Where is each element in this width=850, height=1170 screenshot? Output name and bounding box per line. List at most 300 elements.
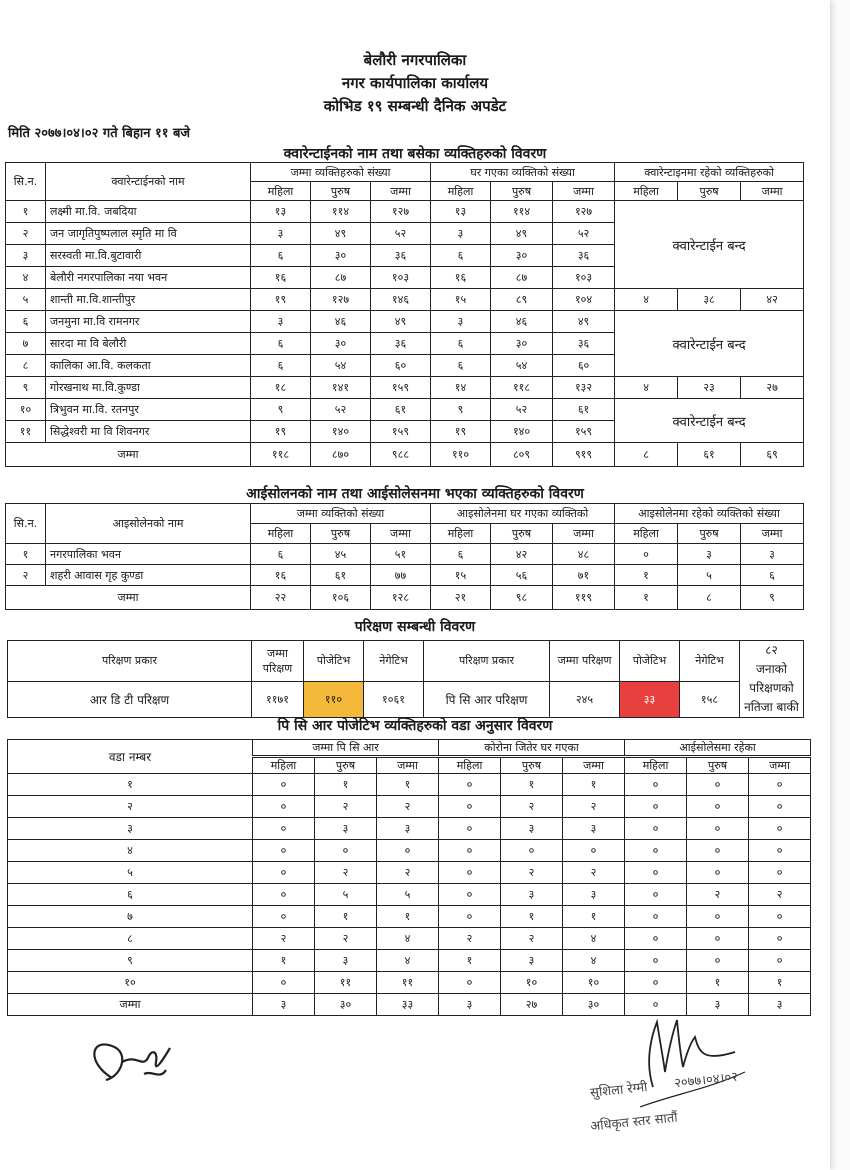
col-test-type: परिक्षण प्रकार [8,641,252,682]
cell: २ [501,928,563,950]
report-date: मिति २०७७।०४।०२ गते बिहान ११ बजे [8,126,191,141]
officer-post: अधिकृत स्तर सातौं [589,1110,679,1135]
cell: ३ [741,544,804,565]
cell: ४८ [553,544,615,565]
row-sn: १ [6,544,46,565]
table-row [8,840,811,862]
cell: ३० [311,245,371,267]
col-positive: पोजेटिभ [304,641,364,682]
row-sn: ९ [6,377,46,399]
ward-table [7,739,811,1016]
cell: २७ [501,994,563,1016]
cell: २ [501,862,563,884]
sub-female: महिला [439,757,501,774]
cell: ७७ [371,565,431,586]
sub-female: महिला [431,182,491,201]
pending-count: ८२ [765,643,778,657]
table-row [8,906,811,928]
cell: ९८८ [371,443,431,467]
cell: ३ [315,950,377,972]
cell: ० [749,906,811,928]
cell: १५९ [553,421,615,443]
cell: ८९ [491,289,553,311]
cell: ३० [315,994,377,1016]
col-quarantine-name: क्वारेन्टाईनको नाम [46,163,251,201]
sub-female: महिला [251,524,311,544]
cell: १६ [251,565,311,586]
cell: ६१ [371,399,431,421]
cell: ० [687,774,749,796]
cell: २ [315,862,377,884]
cell: ० [253,774,315,796]
cell: ५ [678,565,741,586]
cell: १ [315,774,377,796]
cell: ० [625,994,687,1016]
cell: १०६ [311,586,371,610]
cell: ६ [431,333,491,355]
cell: २ [377,862,439,884]
cell: ५१ [371,544,431,565]
cell: ६९ [741,443,804,467]
table-row [6,399,804,421]
group-recovered: कोरोना जितेर घर गएका [439,740,625,757]
cell: ११४ [491,201,553,223]
row-sn: १ [6,201,46,223]
cell: ६ [251,355,311,377]
cell: ० [625,818,687,840]
cell: १ [253,950,315,972]
group-total-persons: जम्मा व्यक्तिको संख्या [251,504,431,524]
sub-male: पुरुष [678,524,741,544]
cell: ० [563,840,625,862]
ward-section-title: पि सि आर पोजेटिभ व्यक्तिहरुको वडा अनुसार विवरण [277,718,553,734]
cell: १० [501,972,563,994]
cell: ५२ [491,399,553,421]
cell: ३ [501,884,563,906]
cell: ३ [501,818,563,840]
cell: २१ [431,586,491,610]
cell: ८७ [491,267,553,289]
cell: ० [501,840,563,862]
cell: ४६ [491,311,553,333]
cell: ३ [678,544,741,565]
total-label: जम्मा [8,994,253,1016]
quarantine-section-title: क्वारेन्टाईनको नाम तथा बसेका व्यक्तिहरुको विवरण [283,146,547,162]
cell: ० [253,862,315,884]
cell: ३ [501,950,563,972]
sub-total: जम्मा [749,757,811,774]
cell: ६१ [678,443,741,467]
ward-number: ८ [8,928,253,950]
group-total-pcr: जम्मा पि सि आर [253,740,439,757]
cell: ४५ [311,544,371,565]
cell: १० [563,972,625,994]
rdt-negative: १०६१ [364,681,424,717]
cell: ४९ [553,311,615,333]
ward-number: २ [8,796,253,818]
sub-total: जम्मा [563,757,625,774]
sub-male: पुरुष [678,182,741,201]
cell: १५ [431,565,491,586]
cell: ११ [377,972,439,994]
row-sn: २ [6,223,46,245]
cell: ३ [563,818,625,840]
quarantine-closed-note: क्वारेन्टाईन बन्द [615,201,804,289]
cell: ० [687,928,749,950]
cell: ४ [377,928,439,950]
table-row [8,818,811,840]
row-name: गोरखनाथ मा.वि.कुण्डा [46,377,251,399]
cell: ० [687,840,749,862]
cell: ५६ [491,565,553,586]
col-sn: सि.न. [6,504,46,544]
cell: १४० [491,421,553,443]
cell: ३६ [553,245,615,267]
cell: ० [315,840,377,862]
cell: २ [377,796,439,818]
cell: २ [439,928,501,950]
quarantine-closed-note: क्वारेन्टाईन बन्द [615,311,804,377]
cell: ६१ [311,565,371,586]
cell: ३ [687,994,749,1016]
cell: ० [439,796,501,818]
ward-number: ४ [8,840,253,862]
cell: ८०९ [491,443,553,467]
municipality-name: बेलौरी नगरपालिका [363,51,467,69]
cell: ० [439,774,501,796]
col-sn: सि.न. [6,163,46,201]
cell: १ [377,906,439,928]
cell: ५ [377,884,439,906]
pcr-test-name: पि सि आर परिक्षण [424,681,550,717]
col-test-total: जम्मा परिक्षण [252,641,304,682]
report-title: कोभिड १९ सम्बन्धी दैनिक अपडेट [323,97,507,115]
row-sn: ११ [6,421,46,443]
cell: १ [377,774,439,796]
col-negative: नेगेटिभ [364,641,424,682]
cell: ० [625,906,687,928]
cell: ० [625,928,687,950]
ward-number: १ [8,774,253,796]
cell: ८ [615,443,678,467]
cell: १ [563,774,625,796]
cell: ६० [371,355,431,377]
row-name: कालिका आ.वि. कलकता [46,355,251,377]
cell: ० [625,796,687,818]
cell: १२७ [311,289,371,311]
cell: १ [615,586,678,610]
cell: ० [749,774,811,796]
cell: ४ [615,377,678,399]
row-sn: ४ [6,267,46,289]
cell: ३८ [678,289,741,311]
office-name: नगर कार्यपालिका कार्यालय [341,74,489,92]
testing-section-title: परिक्षण सम्बन्धी विवरण [354,619,476,635]
row-sn: २ [6,565,46,586]
cell: ६१ [553,399,615,421]
cell: ६ [741,565,804,586]
rdt-total: ११७१ [252,681,304,717]
cell: ५ [315,884,377,906]
sub-male: पुरुष [311,182,371,201]
sub-female: महिला [251,182,311,201]
signature-mayor [82,1018,192,1098]
total-row [6,443,804,467]
cell: २ [315,928,377,950]
rdt-test-name: आर डि टी परिक्षण [8,681,252,717]
cell: ४९ [371,311,431,333]
sub-male: पुरुष [491,182,553,201]
cell: ११४ [311,201,371,223]
cell: ३ [377,818,439,840]
cell: ५२ [553,223,615,245]
sub-male: पुरुष [687,757,749,774]
sub-female: महिला [431,524,491,544]
cell: ६ [251,544,311,565]
cell: ६ [251,245,311,267]
cell: ० [377,840,439,862]
cell: २ [687,884,749,906]
cell: ६ [431,544,491,565]
pcr-negative: १५८ [680,681,740,717]
cell: १४० [311,421,371,443]
row-sn: ५ [6,289,46,311]
cell: ११८ [251,443,311,467]
cell: ४ [563,928,625,950]
row-sn: ३ [6,245,46,267]
cell: ० [749,840,811,862]
cell: १५९ [371,421,431,443]
cell: १४१ [311,377,371,399]
table-row [8,774,811,796]
cell: ६ [431,245,491,267]
cell: ८ [678,586,741,610]
group-total-persons: जम्मा व्यक्तिहरुको संख्या [251,163,431,182]
cell: १२७ [371,201,431,223]
cell: २ [563,796,625,818]
sub-male: पुरुष [315,757,377,774]
table-row [6,311,804,333]
cell: ६ [251,333,311,355]
cell: २७ [741,377,804,399]
table-row [8,862,811,884]
table-row [6,565,804,586]
cell: ० [749,818,811,840]
cell: ० [253,972,315,994]
row-sn: ७ [6,333,46,355]
cell: १ [563,906,625,928]
testing-table [7,640,804,718]
pending-text: परिक्षणको [749,681,794,695]
cell: १ [501,774,563,796]
cell: ४२ [491,544,553,565]
cell: ११ [315,972,377,994]
cell: १८ [251,377,311,399]
cell: १९ [431,421,491,443]
cell: ० [749,950,811,972]
cell: ० [253,818,315,840]
cell: ३६ [371,245,431,267]
cell: १२८ [371,586,431,610]
signature-date: २०७७।०४।०२ [673,1069,739,1092]
ward-number: ३ [8,818,253,840]
total-label: जम्मा [6,586,251,610]
cell: ० [687,906,749,928]
cell: ० [439,884,501,906]
cell: २ [253,928,315,950]
cell: ९ [741,586,804,610]
cell: २२ [251,586,311,610]
cell: ४९ [491,223,553,245]
cell: ० [749,928,811,950]
table-row [6,289,804,311]
sub-total: जम्मा [741,524,804,544]
col-test-type: परिक्षण प्रकार [424,641,550,682]
cell: ३० [563,994,625,1016]
cell: ४९ [311,223,371,245]
officer-name: सुशिला रेग्मी [589,1080,649,1101]
cell: १०३ [553,267,615,289]
row-name: जनमुना मा.वि रामनगर [46,311,251,333]
cell: १५ [431,289,491,311]
row-name: सारदा मा वि बेलौरी [46,333,251,355]
cell: २ [563,862,625,884]
sub-total: जम्मा [553,524,615,544]
cell: ९ [251,399,311,421]
ward-number: ६ [8,884,253,906]
sub-male: पुरुष [501,757,563,774]
cell: १ [749,972,811,994]
cell: १ [615,565,678,586]
row-name: सरस्वती मा.वि.बुटावारी [46,245,251,267]
cell: ० [687,862,749,884]
cell: ६० [553,355,615,377]
ward-number: ७ [8,906,253,928]
cell: १४ [431,377,491,399]
pcr-positive: ३३ [620,681,680,717]
cell: ३ [439,994,501,1016]
table-row [6,201,804,223]
cell: ३० [311,333,371,355]
cell: ० [625,972,687,994]
cell: २ [749,884,811,906]
cell: ६ [431,355,491,377]
cell: ० [687,796,749,818]
cell: १४६ [371,289,431,311]
cell: १३ [431,201,491,223]
row-name: जन जागृतिपुष्पलाल स्मृति मा वि [46,223,251,245]
cell: १९ [251,421,311,443]
group-in-quarantine: क्वारेन्टाइनमा रहेको व्यक्तिहरुको [615,163,804,182]
cell: ० [625,840,687,862]
col-negative: नेगेटिभ [680,641,740,682]
group-gone-home: आइसोलेनमा घर गएका व्यक्तिको [431,504,615,524]
cell: ९ [431,399,491,421]
row-sn: ८ [6,355,46,377]
sub-female: महिला [615,524,678,544]
cell: ० [439,840,501,862]
cell: ० [253,796,315,818]
cell: १ [439,950,501,972]
cell: १६ [431,267,491,289]
table-row [6,377,804,399]
cell: ० [625,884,687,906]
cell: ४ [377,950,439,972]
cell: ३ [315,818,377,840]
sub-female: महिला [253,757,315,774]
total-label: जम्मा [6,443,251,467]
cell: ८७० [311,443,371,467]
group-in-isolation: आइसोलेनमा रहेको व्यक्तिको संख्या [615,504,804,524]
ward-number: १० [8,972,253,994]
cell: ११९ [553,586,615,610]
row-name: नगरपालिका भवन [46,544,251,565]
cell: ११८ [491,377,553,399]
rdt-positive: ११० [304,681,364,717]
cell: ३० [491,333,553,355]
col-isolation-name: आइसोलेनको नाम [46,504,251,544]
cell: ४६ [311,311,371,333]
cell: १०३ [371,267,431,289]
cell: ३ [563,884,625,906]
cell: ० [687,950,749,972]
row-name: सिद्धेश्वरी मा वि शिवनगर [46,421,251,443]
cell: ३ [251,223,311,245]
isolation-table [5,503,804,610]
group-gone-home: घर गएका व्यक्तिको संख्या [431,163,615,182]
cell: ० [625,862,687,884]
cell: १५९ [371,377,431,399]
isolation-section-title: आईसोलनको नाम तथा आईसोलेसनमा भएका व्यक्तिहरुको विवरण [246,486,584,502]
cell: ४ [615,289,678,311]
cell: ४ [563,950,625,972]
quarantine-table [5,162,804,467]
cell: ३ [749,994,811,1016]
cell: ३६ [553,333,615,355]
cell: ३० [491,245,553,267]
pending-text: जनाको [756,662,787,676]
ward-number: ५ [8,862,253,884]
cell: ३ [431,223,491,245]
col-test-total: जम्मा परिक्षण [550,641,620,682]
cell: ० [253,884,315,906]
pending-text: नतिजा बाकी [744,700,799,714]
cell: ० [439,906,501,928]
total-row [6,586,804,610]
cell: १ [501,906,563,928]
row-sn: ६ [6,311,46,333]
row-name: शहरी आवास गृह कुण्डा [46,565,251,586]
row-sn: १० [6,399,46,421]
cell: ० [625,950,687,972]
cell: ५४ [311,355,371,377]
row-name: लक्ष्मी मा.वि. जबदिया [46,201,251,223]
cell: ११० [431,443,491,467]
group-in-isolation: आईसोलेसमा रहेका [625,740,811,757]
row-name: बेलौरी नगरपालिका नया भवन [46,267,251,289]
cell: ५२ [311,399,371,421]
cell: ३ [251,311,311,333]
cell: ९१९ [553,443,615,467]
sub-total: जम्मा [741,182,804,201]
cell: १६ [251,267,311,289]
cell: ३ [431,311,491,333]
cell: ४२ [741,289,804,311]
cell: ८७ [311,267,371,289]
table-row [8,950,811,972]
sub-female: महिला [625,757,687,774]
quarantine-closed-note: क्वारेन्टाईन बन्द [615,399,804,443]
